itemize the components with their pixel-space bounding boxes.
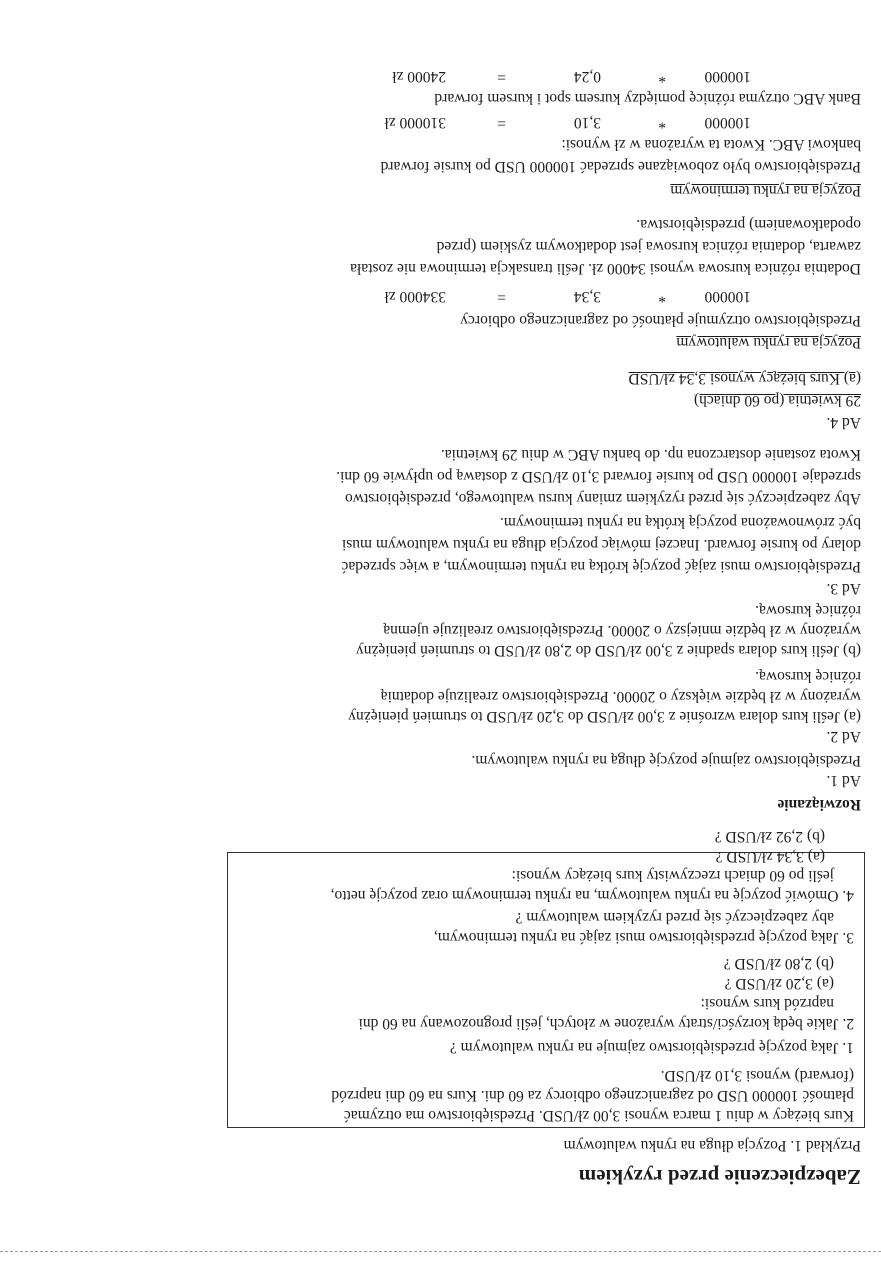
calc-equals: =	[497, 288, 506, 305]
task-box	[227, 852, 865, 1128]
ad2a-line: różnicę kursową.	[755, 668, 861, 685]
scan-edge-rule	[0, 1251, 881, 1252]
page-title: Zabezpieczenie przed ryzykiem	[578, 1165, 861, 1189]
ad2a-line: wyrażony w zł będzie większy o 20000. Przedsiębiorstwo zrealizuje dodatnią	[380, 688, 861, 705]
calc-result: 310000 zł	[384, 114, 446, 131]
ad2a-line: (a) Jeśli kurs dolara wzrośnie z 3,00 zł/USD do 3,20 zł/USD to strumień pieniężny	[348, 708, 861, 725]
calc-amount: 100000	[704, 68, 751, 85]
forward-heading: Pozycja na rynku terminowym	[670, 182, 861, 199]
question-line: (b) 2,80 zł/USD ?	[723, 955, 834, 972]
calc-rate: 3,10	[573, 114, 601, 131]
spot-heading: Pozycja na rynku walutowym	[676, 334, 861, 351]
calc-operator: *	[658, 114, 666, 131]
calc-rate: 3,34	[573, 288, 601, 305]
question-line: (a) 3,20 zł/USD ?	[724, 975, 834, 992]
calc-equals: =	[497, 114, 506, 131]
solution-heading: Rozwiązanie	[777, 796, 861, 813]
spot-note-line: zawarta, dodatnia różnica kursowa jest dodatkowym zyskiem (przed	[436, 238, 861, 255]
ad3-line: Przedsiębiorstwo musi zająć pozycję krótką na rynku terminowym, a więc sprzedać	[341, 558, 861, 575]
question-line: (a) 3,34 zł/USD ?	[715, 848, 825, 865]
spot-text: Przedsiębiorstwo otrzymuje płatność od zagranicznego odbiorcy	[460, 312, 861, 329]
spot-note-line: opodatkowaniem) przedsiębiorstwa.	[636, 216, 861, 233]
question-line: jeśli po 60 dniach rzeczywisty kurs bieżący wynosi:	[511, 867, 834, 884]
ad3-line: sprzedaje 100000 USD po kursie forward 3,10 zł/USD z dostawą po upływie 60 dni.	[336, 468, 861, 485]
calc-result: 334000 zł	[384, 288, 446, 305]
question-line: 2. Jakie będą korzyści/straty wyrażone w złotych, jeśli prognozowany na 60 dni	[358, 1015, 854, 1032]
question-line: 4. Omówić pozycję na rynku walutowym, na rynku terminowym oraz pozycję netto,	[330, 887, 854, 904]
ad4-date: 29 kwietnia (po 60 dniach)	[693, 392, 861, 409]
ad3-line: dolary po kursie forward. Inaczej mówiąc pozycja długa na rynku walutowym musi	[341, 536, 861, 553]
ad1-text: Przedsiębiorstwo zajmuje pozycję długą na rynku walutowym.	[471, 752, 861, 769]
calc-equals: =	[497, 68, 506, 85]
ad1-label: Ad 1.	[826, 772, 861, 789]
ad4-label: Ad 4.	[826, 414, 861, 431]
ad3-line: Aby zabezpieczyć się przed ryzykiem zmiany kursu walutowego, przedsiębiorstwo	[344, 490, 861, 507]
ad3-line: Kwota zostanie dostarczona np. do banku ABC w dniu 29 kwietnia.	[440, 446, 861, 463]
ad2b-line: różnicę kursową.	[755, 602, 861, 619]
calc-rate: 0,24	[573, 68, 601, 85]
ad4-rate: (a) Kurs bieżący wynosi 3,34 zł/USD	[628, 370, 861, 387]
intro-line: Kurs bieżący w dniu 1 marca wynosi 3,00 zł/USD. Przedsiębiorstwo ma otrzymać	[343, 1107, 854, 1124]
forward-text-line: Przedsiębiorstwo było zobowiązane sprzedać 100000 USD po kursie forward	[380, 158, 861, 175]
calc-result: 24000 zł	[392, 68, 446, 85]
question-line: 1. Jaką pozycję przedsiębiorstwo zajmuje na rynku walutowym ?	[449, 1039, 854, 1056]
forward-text-line: bankowi ABC. Kwota ta wyrażona w zł wynosi:	[561, 136, 861, 153]
question-line: (b) 2,92 zł/USD ?	[714, 828, 825, 845]
calc-amount: 100000	[704, 288, 751, 305]
example-heading: Przykład 1. Pozycja długa na rynku walutowym	[563, 1137, 861, 1154]
intro-line: płatność 100000 USD od zagranicznego odbiorcy za 60 dni. Kurs na 60 dni naprzód	[331, 1087, 854, 1104]
ad2b-line: wyrażony w zł będzie mniejszy o 20000. Przedsiębiorstwo zrealizuje ujemną	[383, 622, 861, 639]
ad3-line: być zrównoważona pozycją krótką na rynku terminowym.	[499, 514, 861, 531]
question-line: naprzód kurs wynosi:	[700, 995, 834, 1012]
intro-line: (forward) wynosi 3,10 zł/USD.	[660, 1067, 854, 1084]
calc-operator: *	[658, 68, 666, 85]
spot-note-line: Dodatnia różnica kursowa wynosi 34000 zł. Jeśli transakcja terminowa nie została	[350, 260, 861, 277]
calc-operator: *	[658, 288, 666, 305]
ad2b-line: (b) Jeśli kurs dolara spadnie z 3,00 zł/USD do 2,80 zł/USD to strumień pieniężny	[356, 642, 861, 659]
question-line: 3. Jaką pozycję przedsiębiorstwo musi zająć na rynku terminowym,	[433, 929, 854, 946]
ad3-label: Ad 3.	[826, 580, 861, 597]
question-line: aby zabezpieczyć się przed ryzykiem walutowym ?	[515, 909, 834, 926]
ad2-label: Ad 2.	[826, 728, 861, 745]
bank-text: Bank ABC otrzyma różnicę pomiędzy kursem spot i kursem forward	[434, 90, 861, 107]
calc-amount: 100000	[704, 114, 751, 131]
